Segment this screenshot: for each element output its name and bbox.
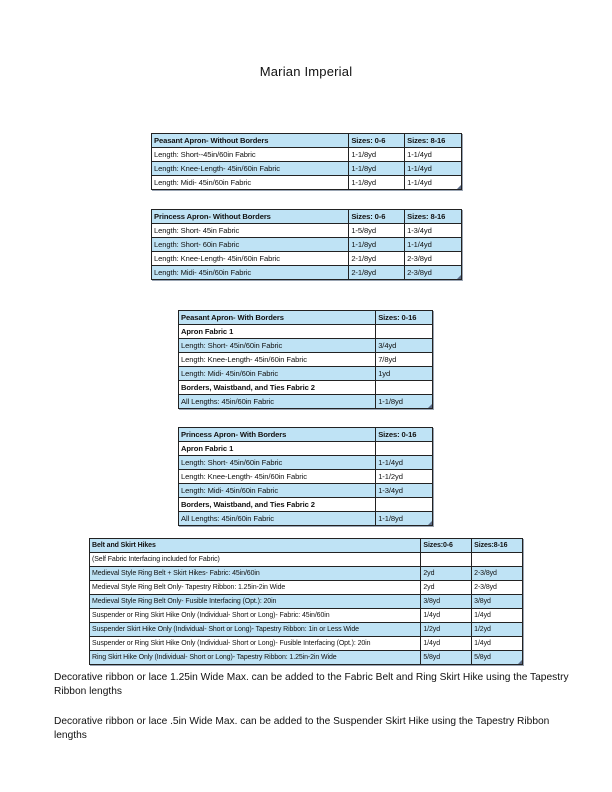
section-label-cell: Apron Fabric 1 xyxy=(179,325,376,339)
table-row xyxy=(90,567,523,581)
table-cell: Length: Knee-Length- 45in/60in Fabric xyxy=(179,470,376,484)
table-cell: 1-3/4yd xyxy=(405,224,462,238)
table-row xyxy=(179,484,433,498)
table-cell: Length: Midi- 45in/60in Fabric xyxy=(152,266,349,280)
table-cell: 1-1/8yd xyxy=(376,512,433,526)
note-suspender-ribbon: Decorative ribbon or lace .5in Wide Max. can be added to the Suspender Skirt Hike using the Tapestry Ribbon lengths xyxy=(54,716,550,741)
table-cell: Length: Short--45in/60in Fabric xyxy=(152,148,349,162)
table-header-cell: Sizes: 0-6 xyxy=(349,210,405,224)
table-cell: Length: Midi- 45in/60in Fabric xyxy=(179,484,376,498)
table-cell: 1/2yd xyxy=(472,623,523,637)
table-cell: 2-3/8yd xyxy=(472,567,523,581)
table-row xyxy=(179,456,433,470)
table-row xyxy=(179,512,433,526)
table-row xyxy=(179,442,433,456)
princess-apron-without-borders-table xyxy=(151,209,462,280)
table-cell: 2-1/8yd xyxy=(349,266,405,280)
table-cell: Length: Short- 45in Fabric xyxy=(152,224,349,238)
table-cell: 1-1/8yd xyxy=(349,148,405,162)
table-row xyxy=(90,637,523,651)
table-row xyxy=(90,581,523,595)
note-fabric-belt-ribbon: Decorative ribbon or lace 1.25in Wide Max. can be added to the Fabric Belt and Ring Skirt Hike using the Tapestry Ribbon lengths xyxy=(54,672,569,697)
peasant-apron-without-borders-table xyxy=(151,133,462,190)
table-row xyxy=(152,238,462,252)
table-cell: 1yd xyxy=(376,367,433,381)
table-row xyxy=(90,609,523,623)
table-cell: Ring Skirt Hike Only (Individual- Short or Long)- Tapestry Ribbon: 1.25in-2in Wide xyxy=(90,651,421,665)
table-cell: 1-1/2yd xyxy=(376,470,433,484)
table-cell: 2yd xyxy=(421,581,472,595)
table-cell: 5/8yd xyxy=(472,651,523,665)
table-cell: Length: Midi- 45in/60in Fabric xyxy=(152,176,349,190)
table-row xyxy=(152,148,462,162)
table-cell xyxy=(376,498,433,512)
table-header-cell: Princess Apron- With Borders xyxy=(179,428,376,442)
princess-apron-with-borders-table xyxy=(178,427,433,526)
table-header-cell: Sizes: 0-16 xyxy=(376,428,433,442)
table-header-cell: Princess Apron- Without Borders xyxy=(152,210,349,224)
table-header-cell: Sizes: 0-16 xyxy=(376,311,433,325)
table-cell: Suspender or Ring Skirt Hike Only (Individual- Short or Long)- Fabric: 45in/60in xyxy=(90,609,421,623)
belt-and-skirt-hikes-table xyxy=(89,538,523,665)
table-cell: All Lengths: 45in/60in Fabric xyxy=(179,512,376,526)
table-row xyxy=(179,367,433,381)
table-cell: Suspender Skirt Hike Only (Individual- Short or Long)- Tapestry Ribbon: 1in or Less Wide xyxy=(90,623,421,637)
table-cell: 2-3/8yd xyxy=(405,252,462,266)
table-header-cell: Sizes: 0-6 xyxy=(349,134,405,148)
table-header-row xyxy=(152,210,462,224)
table-header-row xyxy=(179,428,433,442)
table-cell: 1-1/8yd xyxy=(349,238,405,252)
table-cell: Length: Short- 60in Fabric xyxy=(152,238,349,252)
table-cell: Medieval Style Ring Belt + Skirt Hikes- Fabric: 45in/60in xyxy=(90,567,421,581)
table-row xyxy=(90,595,523,609)
table-header-row xyxy=(152,134,462,148)
table-row xyxy=(90,553,523,567)
table-cell: 1-1/4yd xyxy=(405,148,462,162)
table-row xyxy=(179,339,433,353)
table-cell: 2-3/8yd xyxy=(472,581,523,595)
table-cell: 1-1/8yd xyxy=(349,176,405,190)
table-cell: Length: Knee-Length- 45in/60in Fabric xyxy=(152,252,349,266)
table-cell: 1-1/4yd xyxy=(405,162,462,176)
table-row xyxy=(152,224,462,238)
table-cell: 1-1/4yd xyxy=(376,456,433,470)
table-header-row xyxy=(179,311,433,325)
table-cell: Medieval Style Ring Belt Only- Tapestry Ribbon: 1.25in-2in Wide xyxy=(90,581,421,595)
table-header-cell: Sizes: 8-16 xyxy=(405,134,462,148)
section-label-cell: Borders, Waistband, and Ties Fabric 2 xyxy=(179,498,376,512)
table-row xyxy=(152,176,462,190)
table-row xyxy=(179,325,433,339)
table-cell xyxy=(376,325,433,339)
section-label-cell: Apron Fabric 1 xyxy=(179,442,376,456)
table-header-cell: Peasant Apron- Without Borders xyxy=(152,134,349,148)
table-cell: Length: Knee-Length- 45in/60in Fabric xyxy=(179,353,376,367)
table-cell: 2yd xyxy=(421,567,472,581)
table-row xyxy=(152,162,462,176)
table-cell: Length: Short- 45in/60in Fabric xyxy=(179,339,376,353)
page-title: Marian Imperial xyxy=(259,64,353,79)
table-header-cell: Sizes: 8-16 xyxy=(405,210,462,224)
table-cell: 1/4yd xyxy=(421,637,472,651)
table-cell: 7/8yd xyxy=(376,353,433,367)
table-cell: 1-5/8yd xyxy=(349,224,405,238)
table-cell: (Self Fabric Interfacing included for Fabric) xyxy=(90,553,421,567)
table-cell: All Lengths: 45in/60in Fabric xyxy=(179,395,376,409)
table-row xyxy=(179,470,433,484)
table-row xyxy=(90,623,523,637)
table-cell: 2-1/8yd xyxy=(349,252,405,266)
table-cell: 1/4yd xyxy=(472,609,523,623)
table-cell: Length: Knee-Length- 45in/60in Fabric xyxy=(152,162,349,176)
table-header-cell: Sizes:8-16 xyxy=(472,539,523,553)
table-cell: 3/4yd xyxy=(376,339,433,353)
table-header-cell: Peasant Apron- With Borders xyxy=(179,311,376,325)
table-row xyxy=(152,252,462,266)
table-row xyxy=(179,498,433,512)
table-row xyxy=(179,381,433,395)
section-label-cell: Borders, Waistband, and Ties Fabric 2 xyxy=(179,381,376,395)
table-cell: 1-1/4yd xyxy=(405,176,462,190)
table-cell: Length: Midi- 45in/60in Fabric xyxy=(179,367,376,381)
table-cell: 1-1/8yd xyxy=(376,395,433,409)
table-cell: 2-3/8yd xyxy=(405,266,462,280)
table-cell xyxy=(376,381,433,395)
peasant-apron-with-borders-table xyxy=(178,310,433,409)
table-cell: 1/2yd xyxy=(421,623,472,637)
table-cell: 3/8yd xyxy=(421,595,472,609)
table-cell xyxy=(421,553,472,567)
table-cell xyxy=(376,442,433,456)
table-cell: 1/4yd xyxy=(421,609,472,623)
table-cell: Length: Short- 45in/60in Fabric xyxy=(179,456,376,470)
table-cell: 1-1/8yd xyxy=(349,162,405,176)
table-row xyxy=(90,651,523,665)
table-header-cell: Belt and Skirt Hikes xyxy=(90,539,421,553)
table-row xyxy=(152,266,462,280)
table-header-row xyxy=(90,539,523,553)
table-cell: Medieval Style Ring Belt Only- Fusible Interfacing (Opt.): 20in xyxy=(90,595,421,609)
table-cell: 3/8yd xyxy=(472,595,523,609)
table-cell xyxy=(472,553,523,567)
table-cell: 1-1/4yd xyxy=(405,238,462,252)
table-row xyxy=(179,353,433,367)
table-row xyxy=(179,395,433,409)
table-cell: Suspender or Ring Skirt Hike Only (Individual- Short or Long)- Fusible Interfacing (Opt.): 20in xyxy=(90,637,421,651)
table-header-cell: Sizes:0-6 xyxy=(421,539,472,553)
table-cell: 5/8yd xyxy=(421,651,472,665)
table-cell: 1/4yd xyxy=(472,637,523,651)
table-cell: 1-3/4yd xyxy=(376,484,433,498)
